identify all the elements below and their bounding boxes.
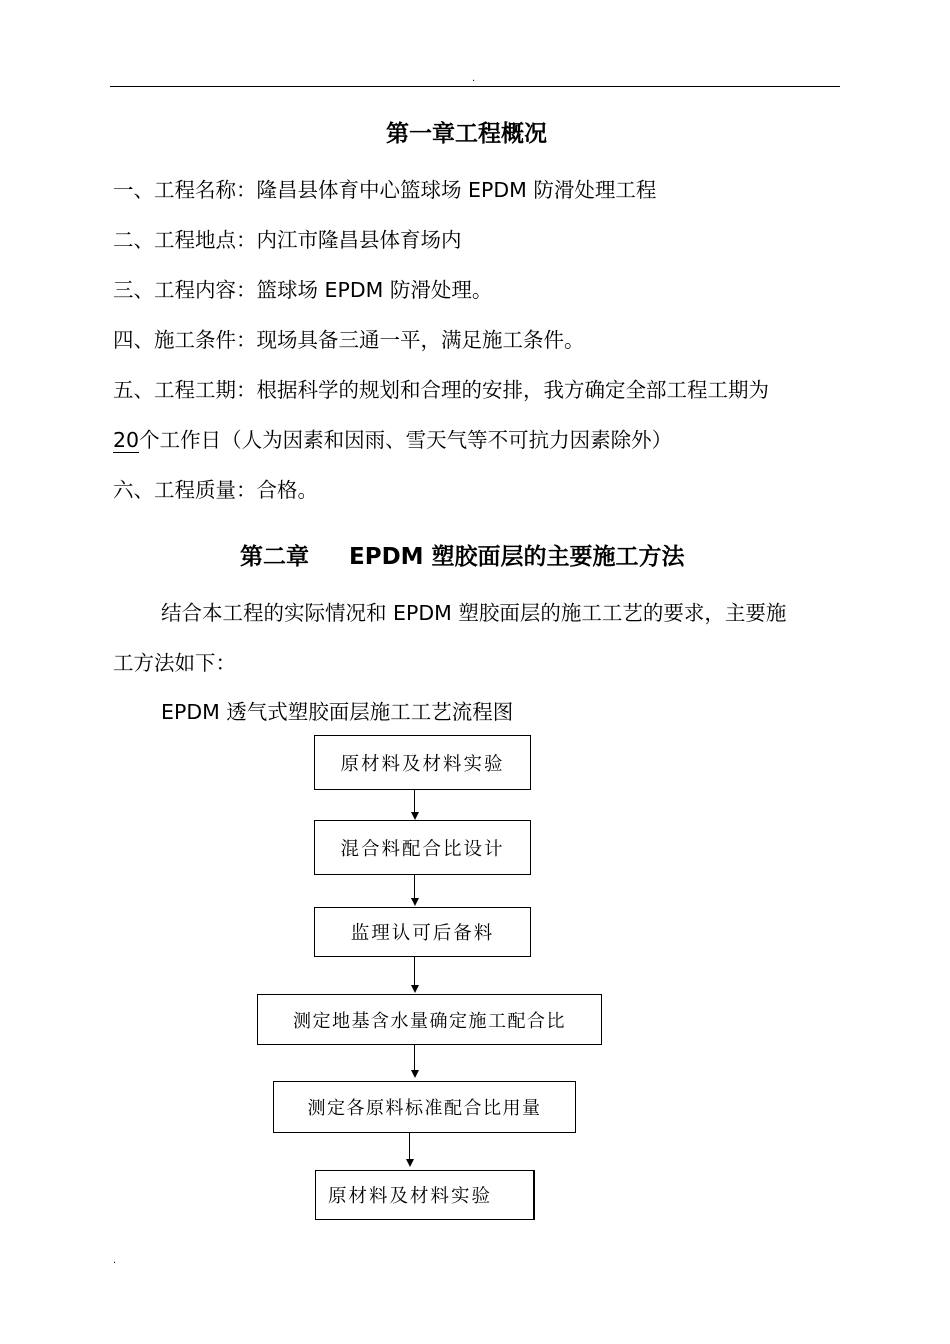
item-project-quality: 六、工程质量：合格。 <box>113 478 318 502</box>
flow-step-4: 测定地基含水量确定施工配合比 <box>257 994 602 1045</box>
duration-number: 20 <box>113 428 140 452</box>
header-mark: . <box>472 73 476 84</box>
item-construction-conditions: 四、施工条件：现场具备三通一平，满足施工条件。 <box>113 328 585 352</box>
duration-rest: 个工作日（人为因素和因雨、雪天气等不可抗力因素除外） <box>139 428 673 452</box>
flow-arrow-1 <box>411 812 419 820</box>
flow-connector-1 <box>414 790 415 812</box>
chapter2-title-prefix: 第二章 <box>240 544 309 570</box>
flow-step-6: 原材料及材料实验 <box>315 1170 535 1220</box>
flow-connector-3 <box>414 957 415 985</box>
chapter2-intro-line1: 结合本工程的实际情况和 EPDM 塑胶面层的施工工艺的要求，主要施 <box>161 601 787 625</box>
chapter1-title: 第一章工程概况 <box>386 121 547 147</box>
item-construction-period-cont <box>113 426 672 454</box>
item-project-content: 三、工程内容：篮球场 EPDM 防滑处理。 <box>113 278 493 302</box>
item-construction-period: 五、工程工期：根据科学的规划和合理的安排，我方确定全部工程工期为 <box>113 378 769 402</box>
flow-arrow-3 <box>411 985 419 993</box>
flow-step-3: 监理认可后备料 <box>314 907 531 957</box>
flow-arrow-2 <box>411 898 419 906</box>
chapter2-title-main: EPDM 塑胶面层的主要施工方法 <box>349 544 685 570</box>
flow-step-5: 测定各原料标准配合比用量 <box>273 1081 576 1133</box>
flowchart-caption: EPDM 透气式塑胶面层施工工艺流程图 <box>161 700 514 724</box>
flow-arrow-4 <box>411 1070 419 1078</box>
flow-step-2: 混合料配合比设计 <box>314 820 531 875</box>
flow-step-1: 原材料及材料实验 <box>314 735 531 790</box>
flow-arrow-5 <box>406 1159 414 1167</box>
flow-connector-2 <box>414 875 415 898</box>
item-project-location: 二、工程地点：内江市隆昌县体育场内 <box>113 228 462 252</box>
item-project-name: 一、工程名称：隆昌县体育中心篮球场 EPDM 防滑处理工程 <box>113 178 657 202</box>
footer-mark: . <box>113 1255 117 1266</box>
flow-connector-5 <box>409 1133 410 1159</box>
chapter2-intro-line2: 工方法如下： <box>113 651 236 675</box>
header-rule <box>110 86 840 87</box>
flow-connector-4 <box>414 1045 415 1070</box>
chapter2-title <box>240 542 685 572</box>
